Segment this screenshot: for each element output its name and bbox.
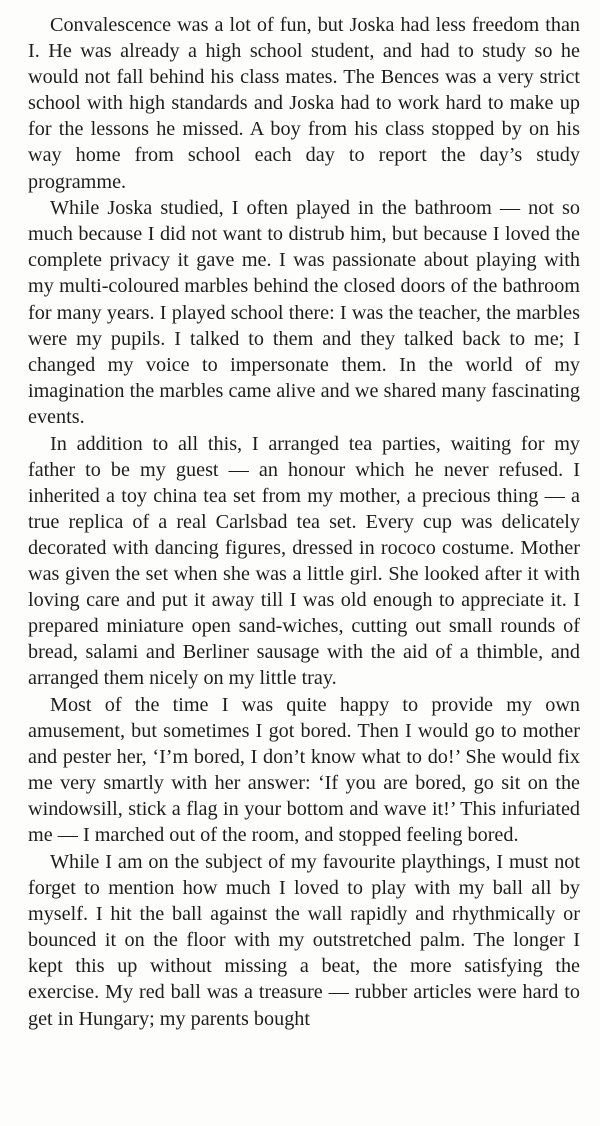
paragraph-boredom: Most of the time I was quite happy to provide my own amusement, but sometimes I got bored. Then I would go to mother and pester her, ‘I’m bored, I don’t know what to do!’ She would fix me very smartly with her answer: ‘If you are bored, go sit on the windowsill, stick a flag in your bottom and wave it!’ This infuriated me — I marched out of the room, and stopped feeling bored. xyxy=(28,693,580,847)
paragraph-tea-parties: In addition to all this, I arranged tea parties, waiting for my father to be my guest — an honour which he never refused. I inherited a toy china tea set from my mother, a precious thing — a true replica of a real Carlsbad tea set. Every cup was delicately decorated with dancing figures, dressed in rococo costume. Mother was given the set when she was a little girl. She looked after it with loving care and put it away till I was old enough to appreciate it. I prepared miniature open sand-wiches, cutting out small rounds of bread, salami and Berliner sausage with the aid of a thimble, and arranged them nicely on my little tray. xyxy=(28,432,580,690)
paragraph-bathroom-marbles: While Joska studied, I often played in the bathroom — not so much because I did not want to distrub him, but because I loved the complete privacy it gave me. I was passionate about playing with my multi-coloured marbles behind the closed doors of the bathroom for many years. I played school there: I was the teacher, the marbles were my pupils. I talked to them and they talked back to me; I changed my voice to impersonate them. In the world of my imagination the marbles came alive and we shared many fascinating events. xyxy=(28,197,580,428)
paragraph-convalescence: Convalescence was a lot of fun, but Joska had less freedom than I. He was already a high school student, and had to study so he would not fall behind his class mates. The Bences was a very strict school with high standards and Joska had to work hard to make up for the lessons he missed. A boy from his class stopped by on his way home from school each day to report the day’s study programme. xyxy=(28,14,580,193)
paragraph-ball: While I am on the subject of my favourite playthings, I must not forget to mention how much I loved to play with my ball all by myself. I hit the ball against the wall rapidly and rhythmically or bounced it on the floor with my outstretched palm. The longer I kept this up without missing a beat, the more satisfying the exercise. My red ball was a treasure — rubber articles were hard to get in Hungary; my parents bought xyxy=(28,851,580,1030)
